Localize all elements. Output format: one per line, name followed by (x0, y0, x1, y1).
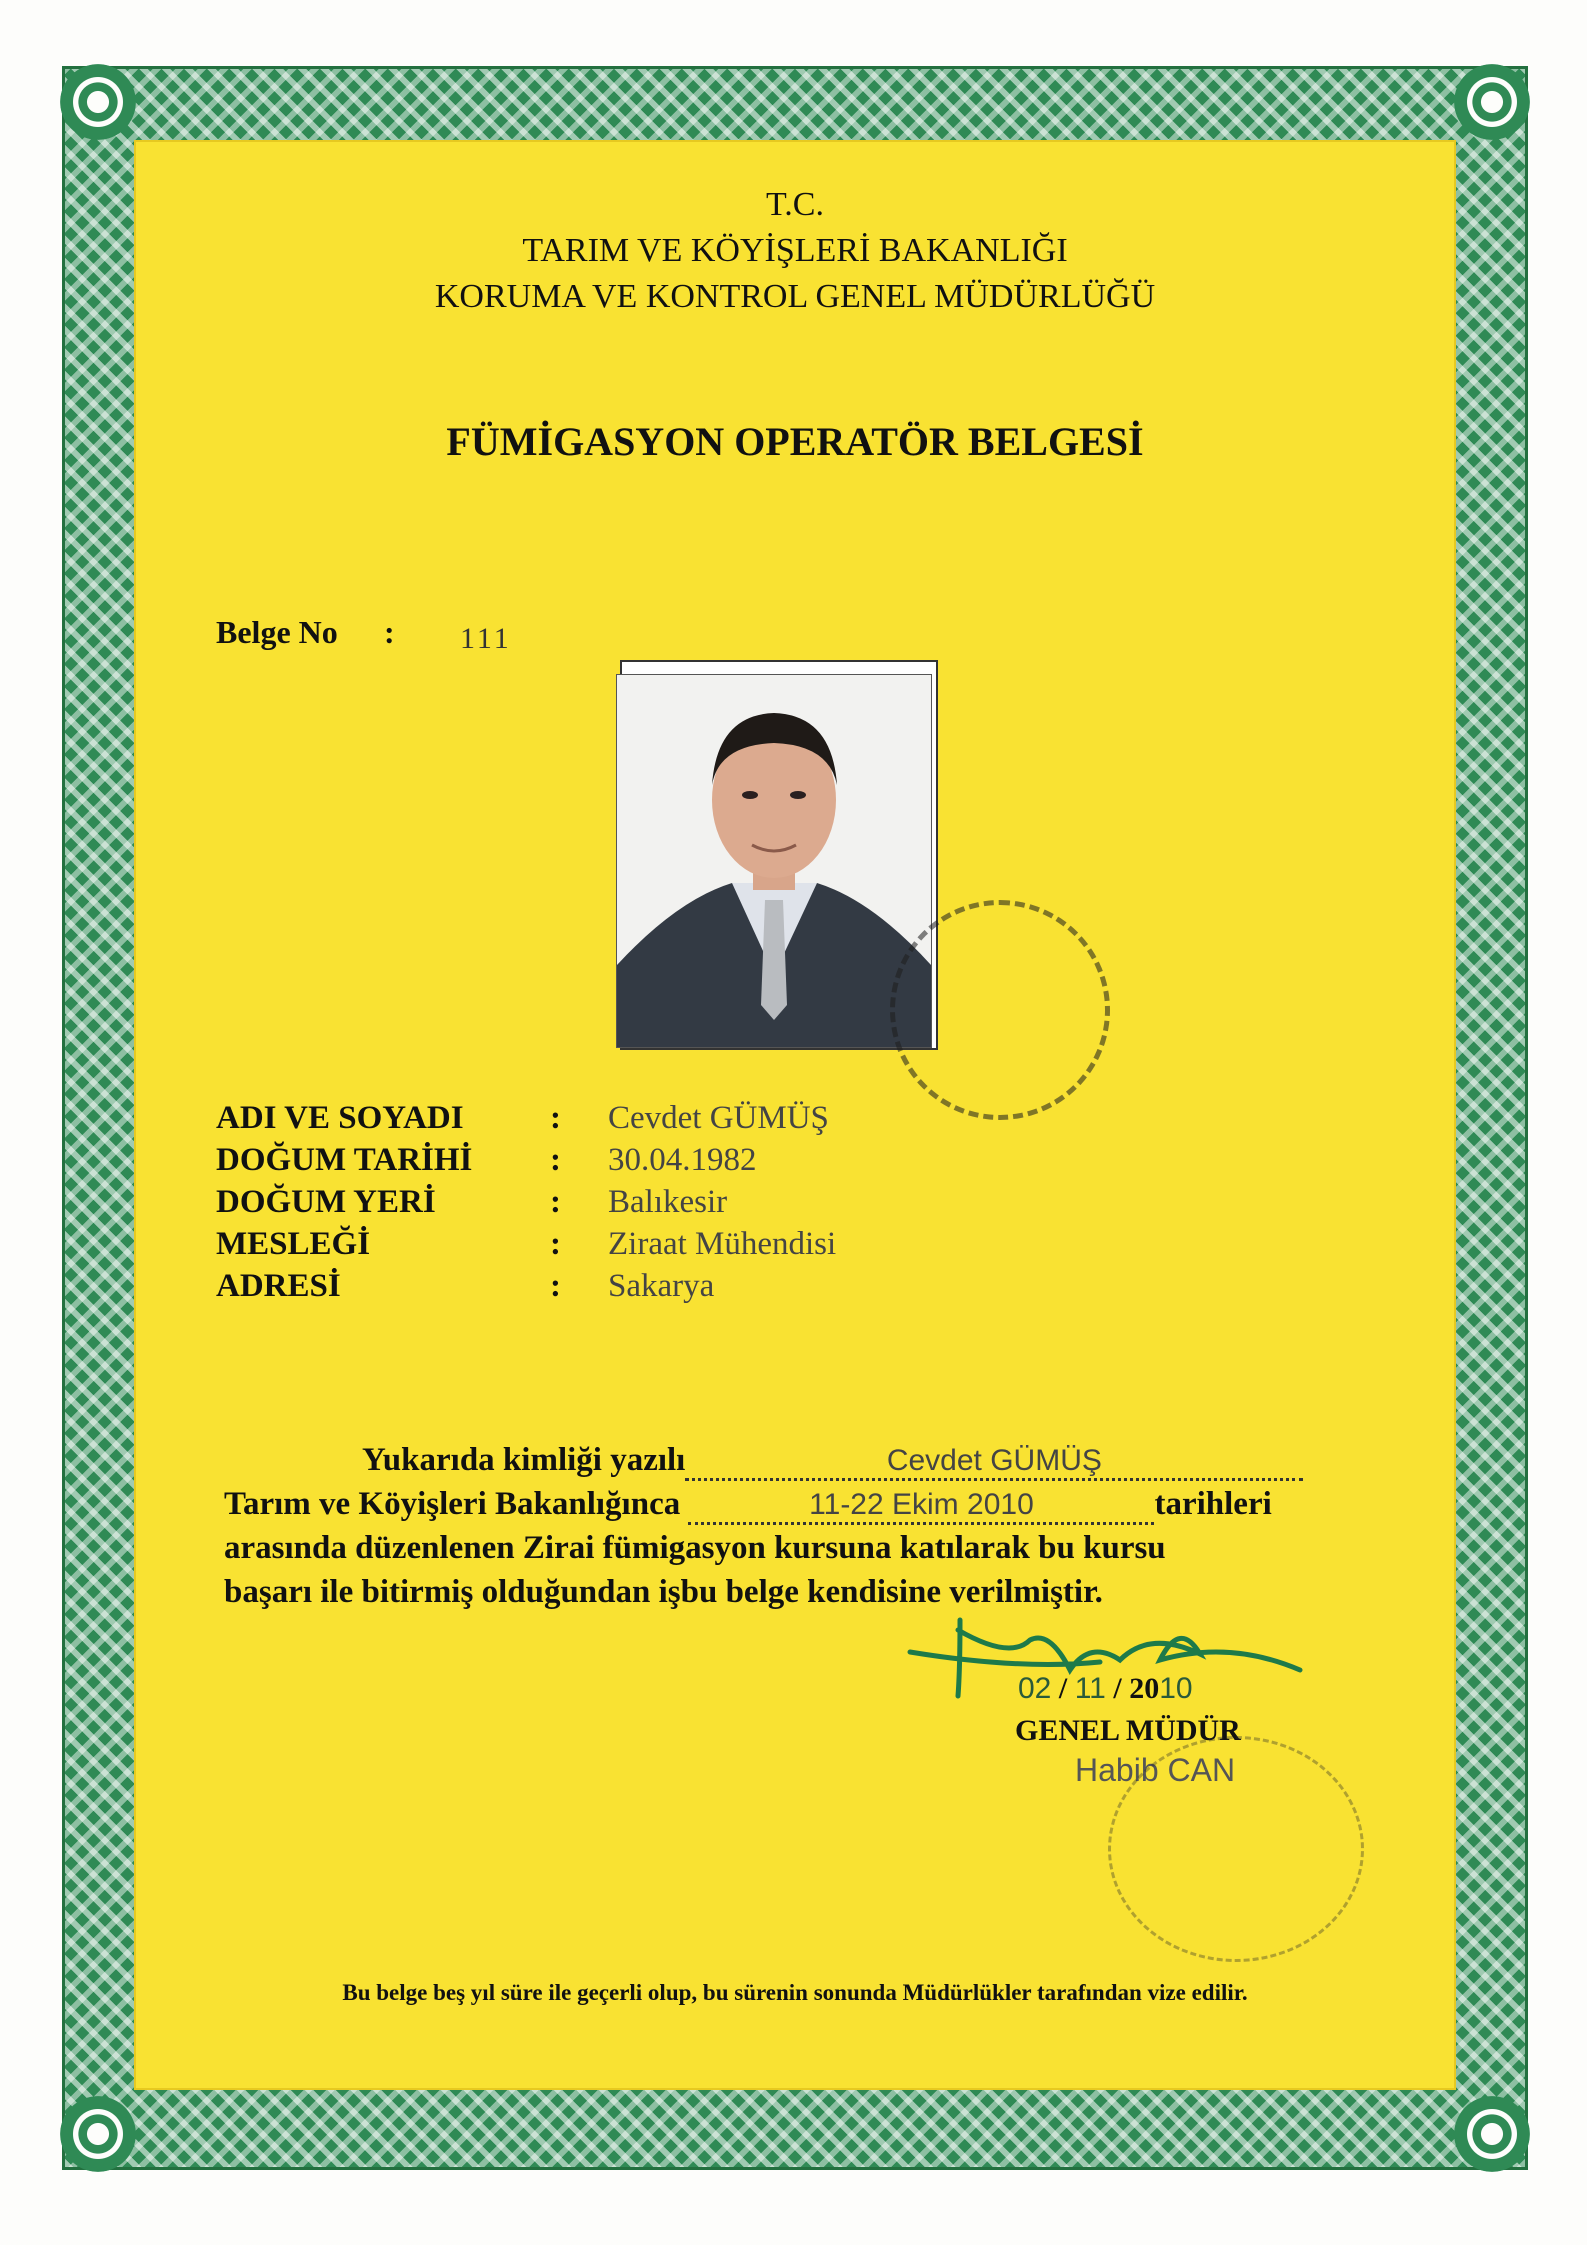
signatory-title: GENEL MÜDÜR (1015, 1714, 1241, 1747)
official-stamp (890, 900, 1110, 1120)
header-tc: T.C. (766, 186, 824, 223)
field-separator: : (550, 1226, 561, 1262)
field-value-profession: Ziraat Mühendisi (608, 1226, 837, 1262)
field-separator: : (550, 1268, 561, 1304)
portrait-photo (616, 674, 932, 1048)
belge-no-label: Belge No (216, 614, 338, 650)
signature-stamp (1108, 1736, 1364, 1962)
belge-no-separator: : (384, 614, 395, 650)
signatory-name: Habib CAN (1075, 1752, 1236, 1788)
signature-date-separator: / (1113, 1672, 1122, 1705)
signature-date-month: 11 (1074, 1672, 1106, 1705)
field-separator: : (550, 1100, 561, 1136)
signature-date-separator: / (1058, 1672, 1068, 1705)
border-corner-ornament-bottom-left (60, 2096, 136, 2172)
footer-note: Bu belge beş yıl süre ile geçerli olup, bu sürenin sonunda Müdürlükler tarafından vize edilir. (342, 1980, 1248, 2005)
field-label-birth-date: DOĞUM TARİHİ (216, 1142, 473, 1178)
portrait-illustration (617, 675, 931, 1047)
statement-line-2-prefix: Tarım ve Köyişleri Bakanlığınca (224, 1486, 681, 1522)
field-value-address: Sakarya (608, 1268, 715, 1304)
field-label-name: ADI VE SOYADI (216, 1100, 464, 1136)
signature-date-year-prefix: 20 (1129, 1672, 1160, 1705)
signature-date-year-suffix: 10 (1159, 1672, 1193, 1705)
field-value-name: Cevdet GÜMÜŞ (608, 1100, 829, 1136)
statement-line-4: başarı ile bitirmiş olduğundan işbu belge kendisine verilmiştir. (224, 1574, 1103, 1610)
field-value-birth-date: 30.04.1982 (608, 1142, 757, 1178)
document-title: FÜMİGASYON OPERATÖR BELGESİ (446, 419, 1144, 464)
statement-fill-dates: 11-22 Ekim 2010 (688, 1488, 1154, 1525)
statement-line-3: arasında düzenlenen Zirai fümigasyon kursuna katılarak bu kursu (224, 1530, 1166, 1566)
field-value-birth-place: Balıkesir (608, 1184, 728, 1220)
field-separator: : (550, 1142, 561, 1178)
belge-no-value: 111 (460, 622, 512, 655)
statement-line-1 (362, 1442, 1303, 1481)
signature-date-day: 02 (1018, 1672, 1052, 1705)
border-corner-ornament-top-left (60, 64, 136, 140)
header-ministry: TARIM VE KÖYİŞLERİ BAKANLIĞI (522, 232, 1068, 269)
field-label-address: ADRESİ (216, 1268, 341, 1304)
statement-line-2 (224, 1486, 1272, 1525)
field-label-birth-place: DOĞUM YERİ (216, 1184, 436, 1220)
field-label-profession: MESLEĞİ (216, 1226, 371, 1262)
header-directorate: KORUMA VE KONTROL GENEL MÜDÜRLÜĞÜ (434, 278, 1156, 315)
statement-line-2-suffix: tarihleri (1154, 1486, 1272, 1522)
statement-fill-name: Cevdet GÜMÜŞ (685, 1444, 1303, 1481)
signature-date (1018, 1672, 1193, 1706)
statement-line-1-prefix: Yukarıda kimliği yazılı (362, 1442, 686, 1478)
field-separator: : (550, 1184, 561, 1220)
border-corner-ornament-bottom-right (1454, 2096, 1530, 2172)
border-corner-ornament-top-right (1454, 64, 1530, 140)
